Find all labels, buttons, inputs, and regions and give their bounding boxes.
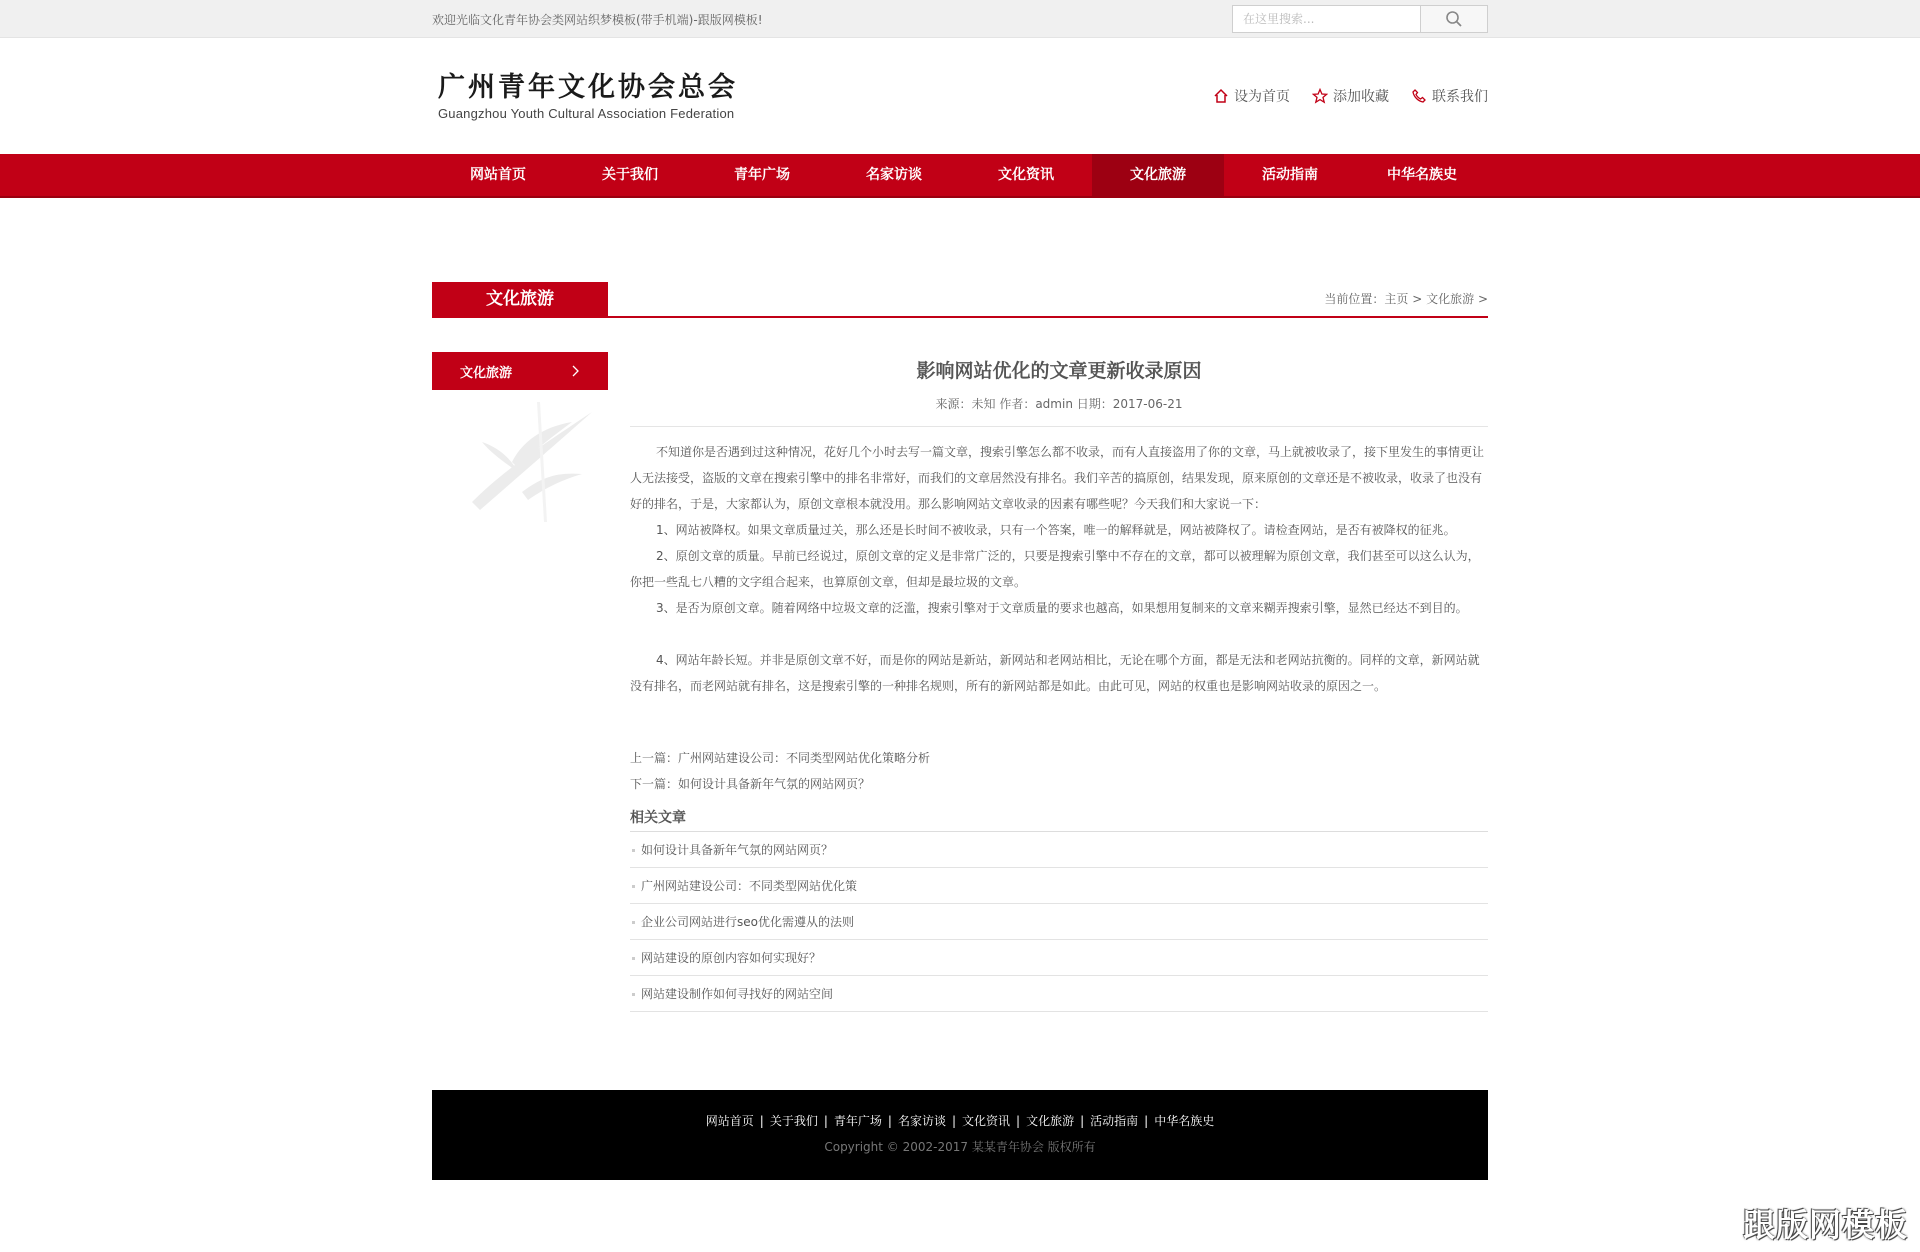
breadcrumb-tail: > [1474, 292, 1488, 306]
nav-item-culture-news[interactable]: 文化资讯 [998, 167, 1054, 183]
nav-item-youth-square[interactable]: 青年广场 [734, 167, 790, 183]
related-item[interactable]: 如何设计具备新年气氛的网站网页？ [630, 832, 1488, 868]
footer-link-events[interactable]: 活动指南 [1090, 1114, 1139, 1128]
prev-next-links [630, 745, 1488, 797]
article-paragraph: 2、原创文章的质量。早前已经说过，原创文章的定义是非常广泛的，只要是搜索引擎中不存在的文章，都可以被理解为原创文章，我们甚至可以这么认为，你把一些乱七八糟的文字组合起来，也算原创文章，但却是最垃圾的文章。 [630, 549, 1480, 589]
footer-links [432, 1090, 1488, 1129]
section-title: 文化旅游 [432, 282, 608, 318]
next-article-link[interactable]: 下一篇：如何设计具备新年气氛的网站网页？ [630, 777, 871, 791]
nav-item-about[interactable]: 关于我们 [602, 167, 658, 183]
footer-link-home[interactable]: 网站首页 [705, 1114, 754, 1128]
related-item[interactable]: 网站建设制作如何寻找好的网站空间 [630, 976, 1488, 1012]
top-bar [0, 0, 1920, 38]
welcome-text: 欢迎光临文化青年协会类网站织梦模板(带手机端)-跟版网模板! [432, 12, 763, 27]
footer-link-interviews[interactable]: 名家访谈 [897, 1114, 946, 1128]
footer-link-history[interactable]: 中华名族史 [1154, 1114, 1215, 1128]
article-meta: 来源：未知 作者：admin 日期：2017-06-21 [630, 395, 1488, 427]
set-homepage-label: 设为首页 [1234, 89, 1290, 105]
breadcrumb-current[interactable]: 文化旅游 [1426, 292, 1475, 306]
site-logo[interactable] [432, 72, 738, 121]
article [630, 352, 1488, 1012]
quick-links [1213, 86, 1488, 106]
main-content [432, 282, 1488, 1180]
search-icon [1445, 10, 1463, 28]
footer-link-about[interactable]: 关于我们 [769, 1114, 818, 1128]
add-favorite-link[interactable] [1312, 86, 1389, 106]
home-icon [1213, 88, 1229, 104]
nav-item-culture-travel[interactable]: 文化旅游 [1092, 154, 1224, 196]
sidebar-item-label: 文化旅游 [460, 365, 513, 381]
bamboo-decoration [452, 392, 602, 522]
contact-us-link[interactable] [1411, 86, 1488, 106]
footer-separator: | [951, 1114, 957, 1128]
footer-separator: | [823, 1114, 828, 1128]
article-body [630, 439, 1488, 699]
search-box [1232, 5, 1488, 33]
chevron-right-icon [572, 365, 580, 377]
related-item[interactable]: 企业公司网站进行seo优化需遵从的法则 [630, 904, 1488, 940]
sidebar [432, 352, 608, 522]
header [0, 38, 1920, 154]
add-favorite-label: 添加收藏 [1333, 89, 1389, 105]
watermark-logo: 跟版网模板 [1742, 1206, 1908, 1244]
footer-link-culture-travel[interactable]: 文化旅游 [1026, 1114, 1075, 1128]
article-title: 影响网站优化的文章更新收录原因 [916, 360, 1202, 382]
related-list [630, 832, 1488, 1012]
set-homepage-link[interactable] [1213, 86, 1290, 106]
related-heading: 相关文章 [630, 807, 1488, 832]
footer [432, 1090, 1488, 1180]
search-button[interactable] [1421, 6, 1487, 32]
footer-separator: | [759, 1114, 764, 1128]
logo-english-name: Guangzhou Youth Cultural Association Federation [438, 105, 735, 121]
breadcrumb [1324, 290, 1488, 307]
breadcrumb-home[interactable]: 主页 [1384, 292, 1409, 306]
article-paragraph: 1、网站被降权。如果文章质量过关，那么还是长时间不被收录，只有一个答案，唯一的解释就是，网站被降权了。请检查网站，是否有被降权的征兆。 [656, 523, 1456, 537]
copyright: Copyright © 2002-2017 某某青年协会 版权所有 [824, 1140, 1096, 1154]
main-nav [0, 154, 1920, 198]
logo-chinese-name: 广州青年文化协会总会 [438, 71, 738, 103]
breadcrumb-prefix: 当前位置： [1324, 292, 1385, 306]
breadcrumb-separator: > [1408, 292, 1427, 306]
footer-link-youth-square[interactable]: 青年广场 [833, 1114, 882, 1128]
nav-item-events[interactable]: 活动指南 [1262, 167, 1318, 183]
nav-item-history[interactable]: 中华名族史 [1387, 167, 1457, 183]
nav-item-home[interactable]: 网站首页 [470, 167, 526, 183]
contact-us-label: 联系我们 [1432, 89, 1488, 105]
phone-icon [1411, 88, 1427, 104]
section-title-bar [432, 282, 1488, 318]
article-paragraph: 不知道你是否遇到过这种情况，花好几个小时去写一篇文章，搜索引擎怎么都不收录，而有人直接盗用了你的文章，马上就被收录了，接下里发生的事情更让人无法接受，盗版的文章在搜索引擎中的排名非常好，而我们的文章居然没有排名。我们辛苦的搞原创，结果发现，原来原创的文章还是不被收录，收录了也没有好的排名，于是，大家都认为，原创文章根本就没用。那么影响网站文章收录的因素有哪些呢？今天我们和大家说一下： [630, 445, 1485, 511]
nav-item-interviews[interactable]: 名家访谈 [866, 167, 922, 183]
footer-link-culture-news[interactable]: 文化资讯 [962, 1114, 1011, 1128]
related-item[interactable]: 网站建设的原创内容如何实现好？ [630, 940, 1488, 976]
article-paragraph: 4、网站年龄长短。并非是原创文章不好，而是你的网站是新站，新网站和老网站相比，无论在哪个方面，都是无法和老网站抗衡的。同样的文章，新网站就没有排名，而老网站就有排名，这是搜索引擎的一种排名规则，所有的新网站都是如此。由此可见，网站的权重也是影响网站收录的原因之一。 [630, 653, 1480, 693]
footer-separator: | [887, 1114, 892, 1128]
related-item[interactable]: 广州网站建设公司：不同类型网站优化策 [630, 868, 1488, 904]
footer-separator: | [1016, 1114, 1021, 1128]
sidebar-item-culture-travel[interactable] [432, 352, 608, 390]
article-paragraph: 3、是否为原创文章。随着网络中垃圾文章的泛滥，搜索引擎对于文章质量的要求也越高，如果想用复制来的文章来糊弄搜索引擎，显然已经达不到目的。 [656, 601, 1468, 615]
search-input[interactable] [1233, 6, 1421, 32]
star-icon [1312, 88, 1328, 104]
footer-separator: | [1080, 1114, 1085, 1128]
footer-separator: | [1144, 1114, 1149, 1128]
prev-article-link[interactable]: 上一篇：广州网站建设公司：不同类型网站优化策略分析 [630, 751, 931, 765]
